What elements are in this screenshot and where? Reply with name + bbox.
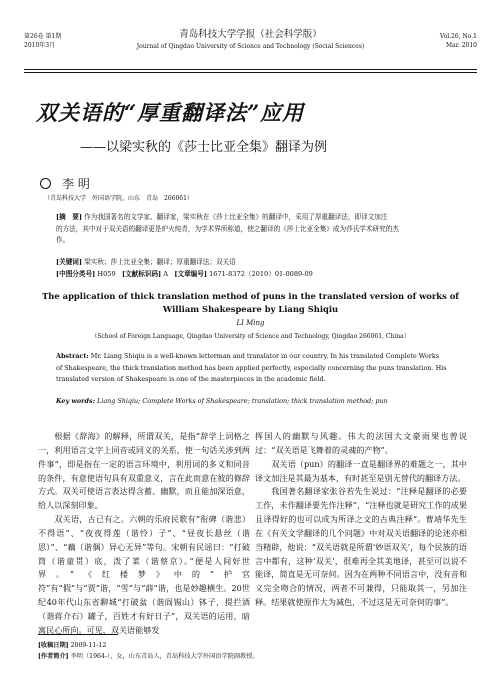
paragraph: 我国著名翻译家张谷若先生说过：“注释是翻译的必要工作，未作翻译要先作注释”，“注释也就是研究工作的成果且译得好的也可以成为所译之文的古典注释”。曹靖华先生在《有关文学翻译的几个问题》中对双关语翻译的论述亦相当精辟，他说：“双关语就是所谓‘妙语双关’，每个民族的语言中都有，这种‘双关’，很难再全其美地译，甚至可以说不能译，简直是无可奈何。因为在两种不同语言中，没有音和义完全吻合的情况，两者不可兼得，只能取其一，另加注释。结果就使原作大为减色，不过这是无可奈何的事”。 [255,486,467,608]
issue-date-en: Mar. 2010 [445,42,477,49]
header-rule [24,69,477,70]
paragraph: 挥国人的幽默与风趣。伟大的法国大文豪雨果也曾说过：“双关语是飞舞着的灵魂的产物”。 [255,431,467,455]
english-abstract-line1 [56,351,461,363]
english-abstract [56,351,461,386]
bio-label: [作者简介] [38,653,69,660]
english-abstract-text: Mr. Liang Shiqiu is a well-known letterman and translator in our country. In his translated Complete Works [90,352,439,360]
circle-icon [40,178,51,189]
received-date [38,640,106,649]
journal-name-cn: 青岛科技大学学报（社会科学版） [179,29,322,40]
abstract-label: [摘 要] [56,213,83,221]
author-bio [38,651,259,660]
classification-line [56,268,313,278]
received-label: [收稿日期] [38,642,69,649]
volume-issue: 第26卷 第1期 [24,33,62,40]
abstract-text: 作为我国著名的文学家、翻译家，梁实秋在《莎士比亚全集》的翻译中，采用了厚重翻译法，即译文加注 [84,213,388,221]
article-id-label: [文章编号] [174,270,207,278]
clc-value: H059 [97,270,116,278]
article-subtitle: ——以梁实秋的《莎士比亚全集》翻译为例 [80,140,328,155]
body-column-left [38,430,250,638]
running-header [24,28,477,68]
doc-code-label: [文献标识码] [121,270,162,278]
author-name: 李 明 [62,177,90,191]
keywords-cn [56,256,236,266]
english-keywords-label: Key words: [56,397,95,405]
abstract-cn-line3: 作。 [56,236,70,244]
author-affiliation: （青岛科技大学 外国语学院，山东 青岛 266061） [44,195,193,202]
received-value: 2009-11-12 [70,642,107,649]
volume-issue-en: Vol.26, No.1 [439,33,477,40]
abstract-cn [56,212,461,247]
header-rule-thin [24,72,477,73]
paragraph: 双关语（pun）的翻译一直是翻译界的难题之一，其中译文加注是其最为基本，有时甚至是别无替代的翻译方法。 [255,458,467,483]
english-keywords-text: Liang Shiqiu; Complete Works of Shakespeare; translation; thick translation method; pun [97,397,388,405]
author-line [40,175,90,192]
issue-date: 2010年3月 [24,42,56,49]
english-keywords [56,397,461,405]
issue-info-en [440,32,477,50]
english-abstract-label: Abstract: [56,352,89,360]
abstract-cn-line1 [56,212,461,224]
english-affiliation: （School of Foreign Language, Qingdao University of Science and Technology, Qingdao 266061, China） [91,333,410,340]
paragraph: 双关语，古已有之。六朝的乐府民歌有“衔碑（谐悲）不得语”、“夜夜得莲（谐怜）子”、“昼夜长悬丝（谐思）”、“藕（谐偶）异心无异”等句。宋朝有民谣曰：“打破筒（谐童贯）底，泼了菜（谐蔡京）。”便是人间好世界。”《红楼梦》中的“护官符”有“假”与“贾”谐，“雪”与“薛”谐，也是妙趣横生。20世纪40年代山东省聊城“打破盆（谐阎锡山）钵子，提拦酒（谐蒋介石）罐子，百姓才有好日子”，双关语的运用，暗寓民心所向。可见，双关语能够发 [38,514,250,635]
article-id-value: 1671-8372（2010）01-0089-09 [209,270,313,278]
body-column-right [255,430,467,610]
english-title-line2: William Shakespeare by Liang Shiqiu [162,304,339,314]
journal-name-en: Journal of Qingdao University of Science and Technology (Social Sciences) [136,43,365,50]
journal-name [104,28,397,51]
article-title: 双关语的“厚重翻译法”应用 [36,100,305,125]
keywords-text: 梁实秋；莎士比亚全集；翻译；厚重翻译法；双关语 [84,258,236,266]
english-abstract-line3: translated version of Shakespeare is one of the masterpieces in the academic field. [56,375,326,383]
paragraph: 根据《辞海》的解释，所谓双关，是指“辞学上词格之一，利用语言文字上同音或同义的关系，使一句话关涉到两件事”，即是指在一定的语言环境中，利用词的多义和同音的条件，有意使语句具有双重意义，言在此而意在彼的修辞方式。双关可使语言表达得含蓄、幽默，而且能加深语意，给人以深刻印象。 [38,431,250,511]
issue-info [24,32,61,50]
bio-value: 李明（1964-），女，山东青岛人，青岛科技大学外国语学院副教授。 [70,653,259,660]
doc-code-value: A [163,270,169,278]
english-abstract-line2: of Shakespeare, the thick translation method has been applied perfectly, especially concerning the puns translation. His [56,363,447,372]
english-title-block [40,290,461,340]
keywords-label: [关键词] [56,258,83,266]
abstract-cn-line2: 的方法，其中对于双关语的翻译更是炉火纯青，为学术界所称道，使之翻译的《莎士比亚全集》成为莎氏学术研究的杰 [56,224,399,233]
english-author: LI Ming [236,319,265,327]
english-title-line1: The application of thick translation method of puns in the translated version of works of [42,291,459,301]
clc-label: [中图分类号] [56,270,96,278]
footnote-rule [38,634,118,635]
